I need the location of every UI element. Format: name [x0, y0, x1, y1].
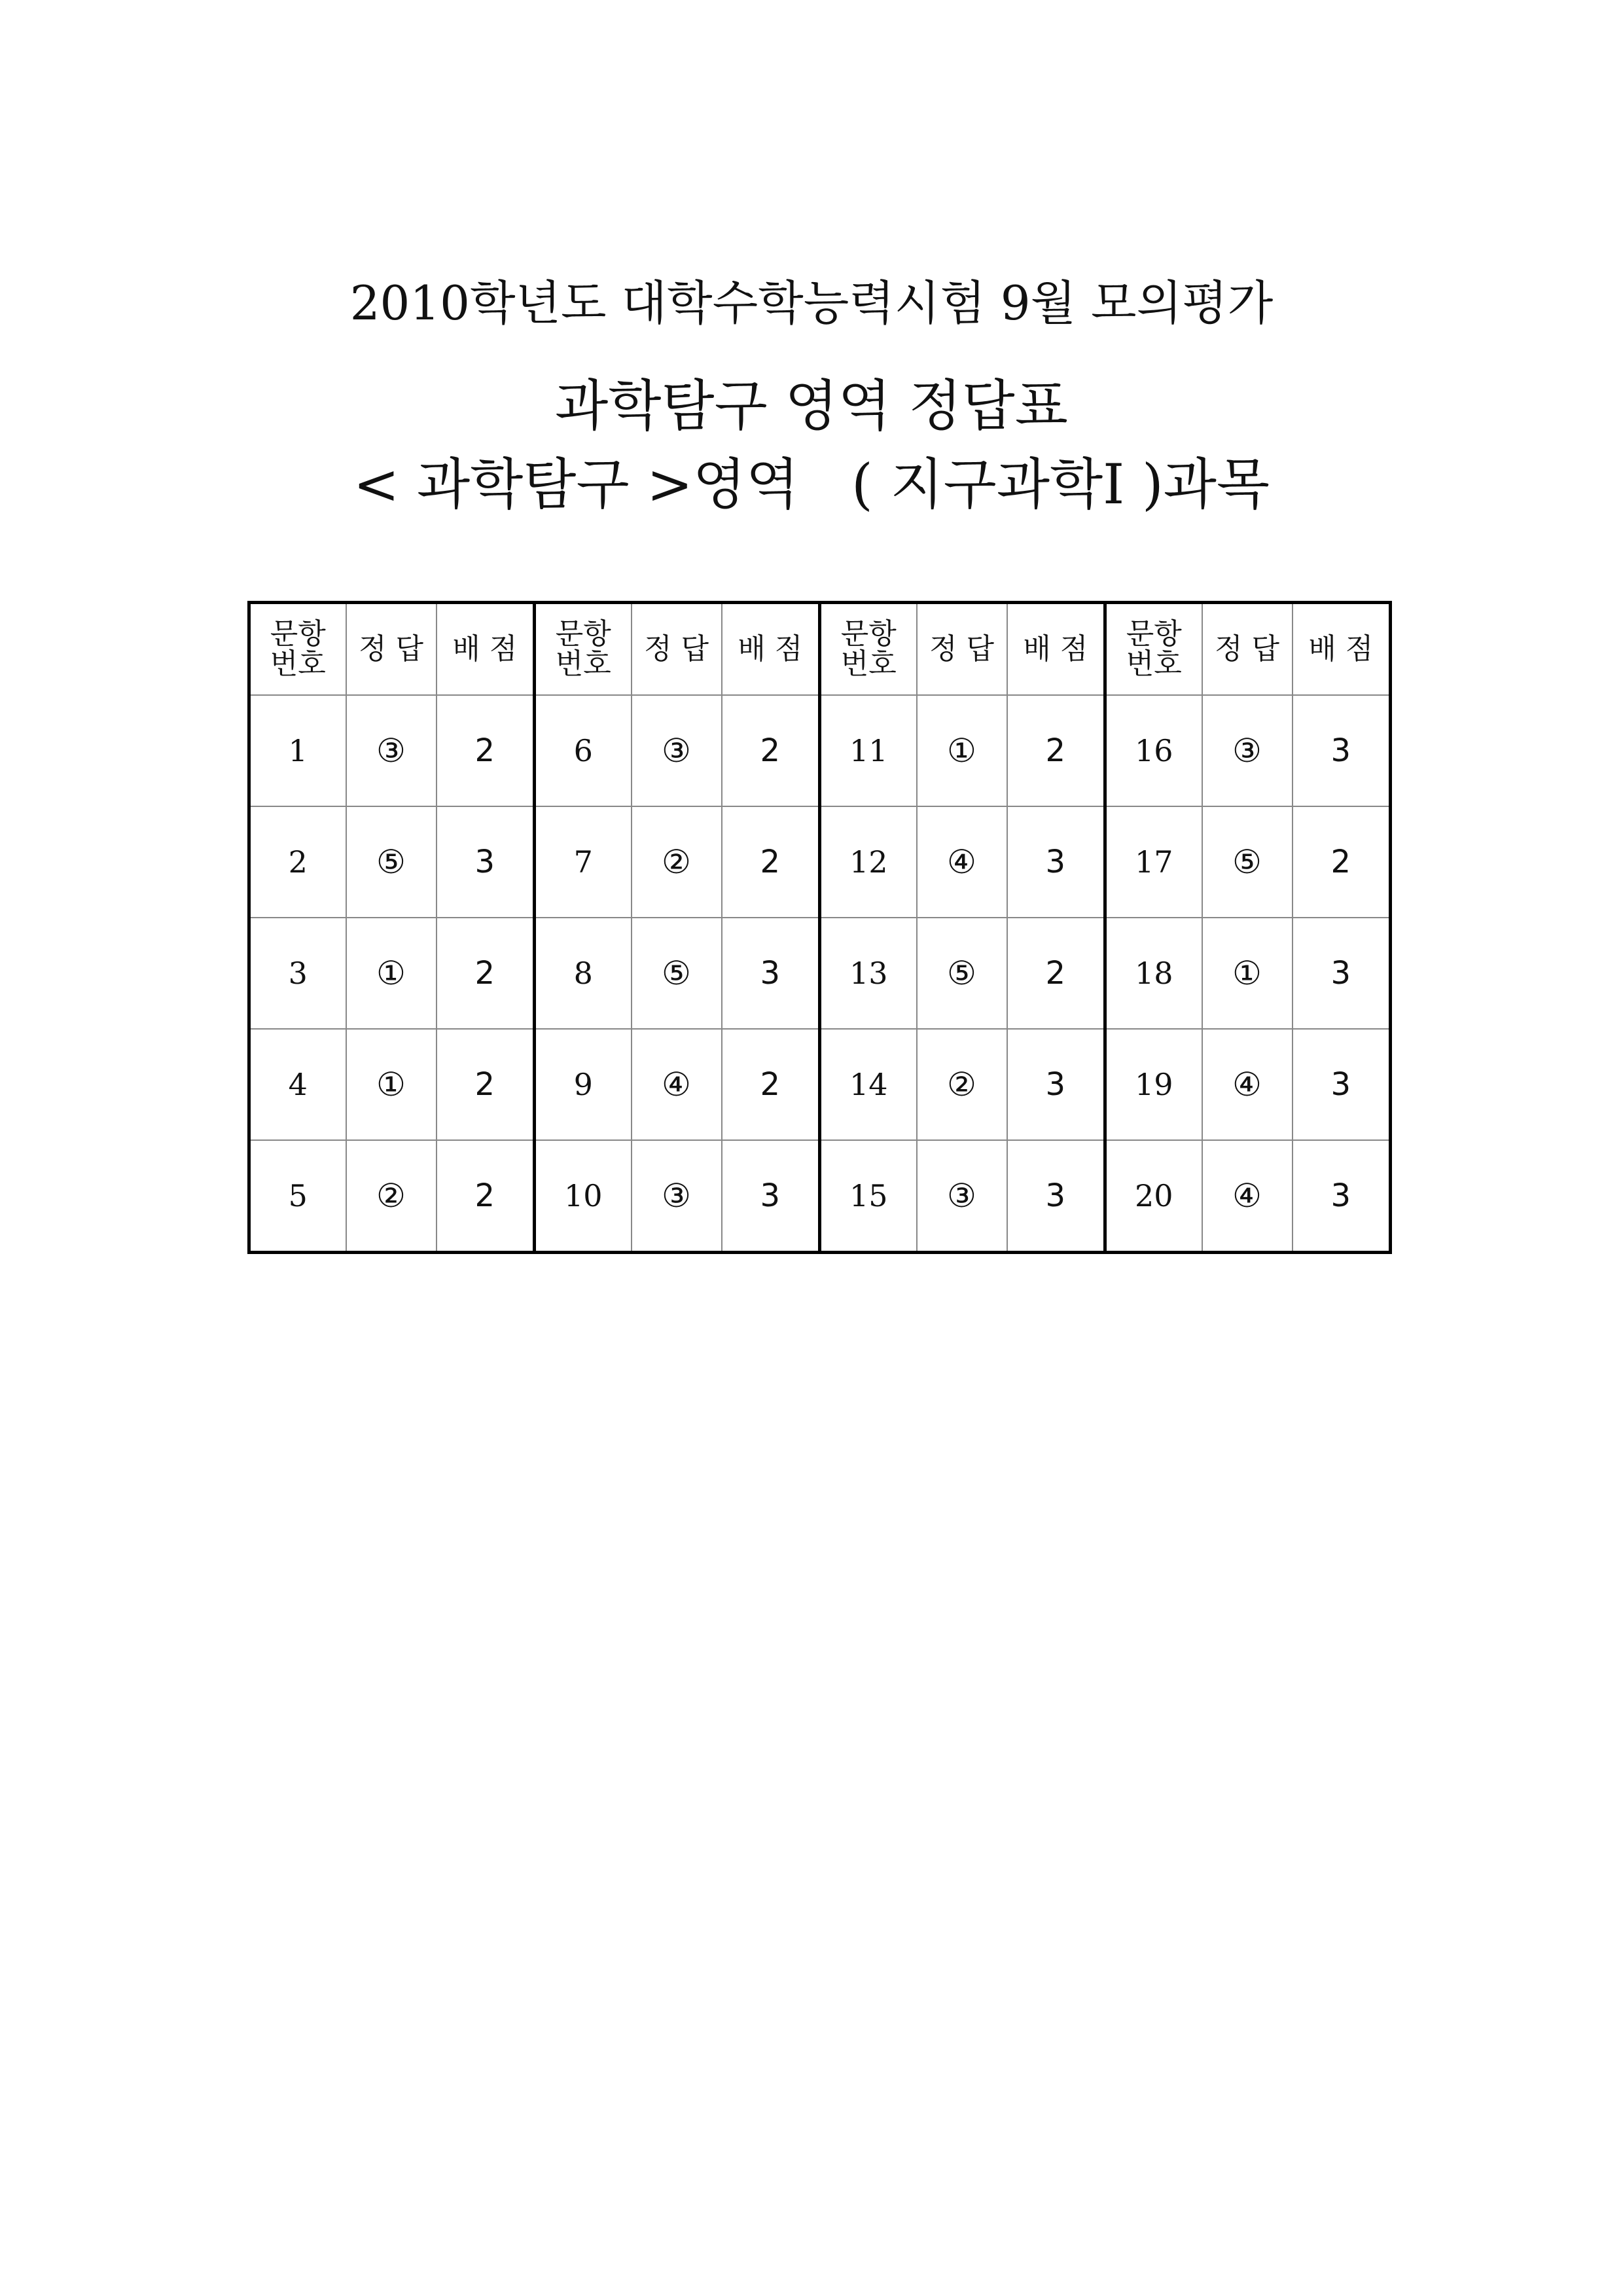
points-cell: 2: [722, 1029, 820, 1140]
question-number: 8: [535, 918, 632, 1029]
points-cell: 3: [437, 806, 535, 918]
question-number: 4: [249, 1029, 346, 1140]
table-row: [249, 1029, 1391, 1140]
header-question-number: 문항 번호: [249, 603, 346, 696]
section-title: 과학탐구 영역 정답표: [555, 374, 1068, 438]
question-number: 2: [249, 806, 346, 918]
header-question-number: 문항 번호: [535, 603, 632, 696]
points-cell: 2: [437, 1140, 535, 1253]
answer-table: [247, 601, 1392, 1254]
header-answer: 정 답: [346, 603, 437, 696]
question-number: 1: [249, 695, 346, 806]
question-number: 14: [820, 1029, 917, 1140]
answer-cell: ②: [346, 1140, 437, 1253]
answer-cell: ④: [1202, 1029, 1293, 1140]
answer-cell: ③: [346, 695, 437, 806]
points-cell: 3: [1293, 1029, 1391, 1140]
question-number: 16: [1105, 695, 1202, 806]
points-cell: 3: [1007, 1140, 1105, 1253]
answer-cell: ①: [917, 695, 1007, 806]
points-cell: 2: [1007, 695, 1105, 806]
points-cell: 3: [1293, 918, 1391, 1029]
points-cell: 2: [722, 695, 820, 806]
answer-cell: ④: [917, 806, 1007, 918]
table-row: [249, 695, 1391, 806]
table-header-row: [249, 603, 1391, 696]
question-number: 3: [249, 918, 346, 1029]
answer-cell: ④: [632, 1029, 722, 1140]
points-cell: 3: [722, 918, 820, 1029]
header-question-number: 문항 번호: [1105, 603, 1202, 696]
question-number: 17: [1105, 806, 1202, 918]
answer-cell: ⑤: [1202, 806, 1293, 918]
question-number: 10: [535, 1140, 632, 1253]
answer-cell: ⑤: [632, 918, 722, 1029]
answer-cell: ③: [632, 1140, 722, 1253]
points-cell: 2: [437, 695, 535, 806]
answer-cell: ①: [346, 918, 437, 1029]
table-row: [249, 806, 1391, 918]
points-cell: 2: [722, 806, 820, 918]
points-cell: 3: [1293, 695, 1391, 806]
exam-title: 2010학년도 대학수학능력시험 9월 모의평가: [349, 276, 1274, 331]
question-number: 18: [1105, 918, 1202, 1029]
question-number: 19: [1105, 1029, 1202, 1140]
header-points: 배 점: [437, 603, 535, 696]
answer-cell: ③: [917, 1140, 1007, 1253]
header-points: 배 점: [1007, 603, 1105, 696]
answer-cell: ⑤: [346, 806, 437, 918]
answer-cell: ②: [917, 1029, 1007, 1140]
answer-cell: ②: [632, 806, 722, 918]
answer-cell: ④: [1202, 1140, 1293, 1253]
points-cell: 2: [437, 918, 535, 1029]
header-question-number: 문항 번호: [820, 603, 917, 696]
table-row: [249, 918, 1391, 1029]
answer-cell: ⑤: [917, 918, 1007, 1029]
points-cell: 2: [1007, 918, 1105, 1029]
question-number: 12: [820, 806, 917, 918]
points-cell: 3: [722, 1140, 820, 1253]
question-number: 15: [820, 1140, 917, 1253]
question-number: 7: [535, 806, 632, 918]
header-answer: 정 답: [632, 603, 722, 696]
table-row: [249, 1140, 1391, 1253]
answer-cell: ③: [1202, 695, 1293, 806]
points-cell: 3: [1007, 1029, 1105, 1140]
answer-cell: ①: [346, 1029, 437, 1140]
subject-line: < 과학탐구 >영역 ( 지구과학Ⅰ )과목: [353, 452, 1270, 516]
question-number: 9: [535, 1029, 632, 1140]
question-number: 13: [820, 918, 917, 1029]
header-answer: 정 답: [1202, 603, 1293, 696]
question-number: 5: [249, 1140, 346, 1253]
question-number: 6: [535, 695, 632, 806]
header-points: 배 점: [1293, 603, 1391, 696]
points-cell: 2: [1293, 806, 1391, 918]
header-points: 배 점: [722, 603, 820, 696]
points-cell: 2: [437, 1029, 535, 1140]
answer-cell: ①: [1202, 918, 1293, 1029]
points-cell: 3: [1293, 1140, 1391, 1253]
question-number: 11: [820, 695, 917, 806]
question-number: 20: [1105, 1140, 1202, 1253]
answer-cell: ③: [632, 695, 722, 806]
header-answer: 정 답: [917, 603, 1007, 696]
points-cell: 3: [1007, 806, 1105, 918]
